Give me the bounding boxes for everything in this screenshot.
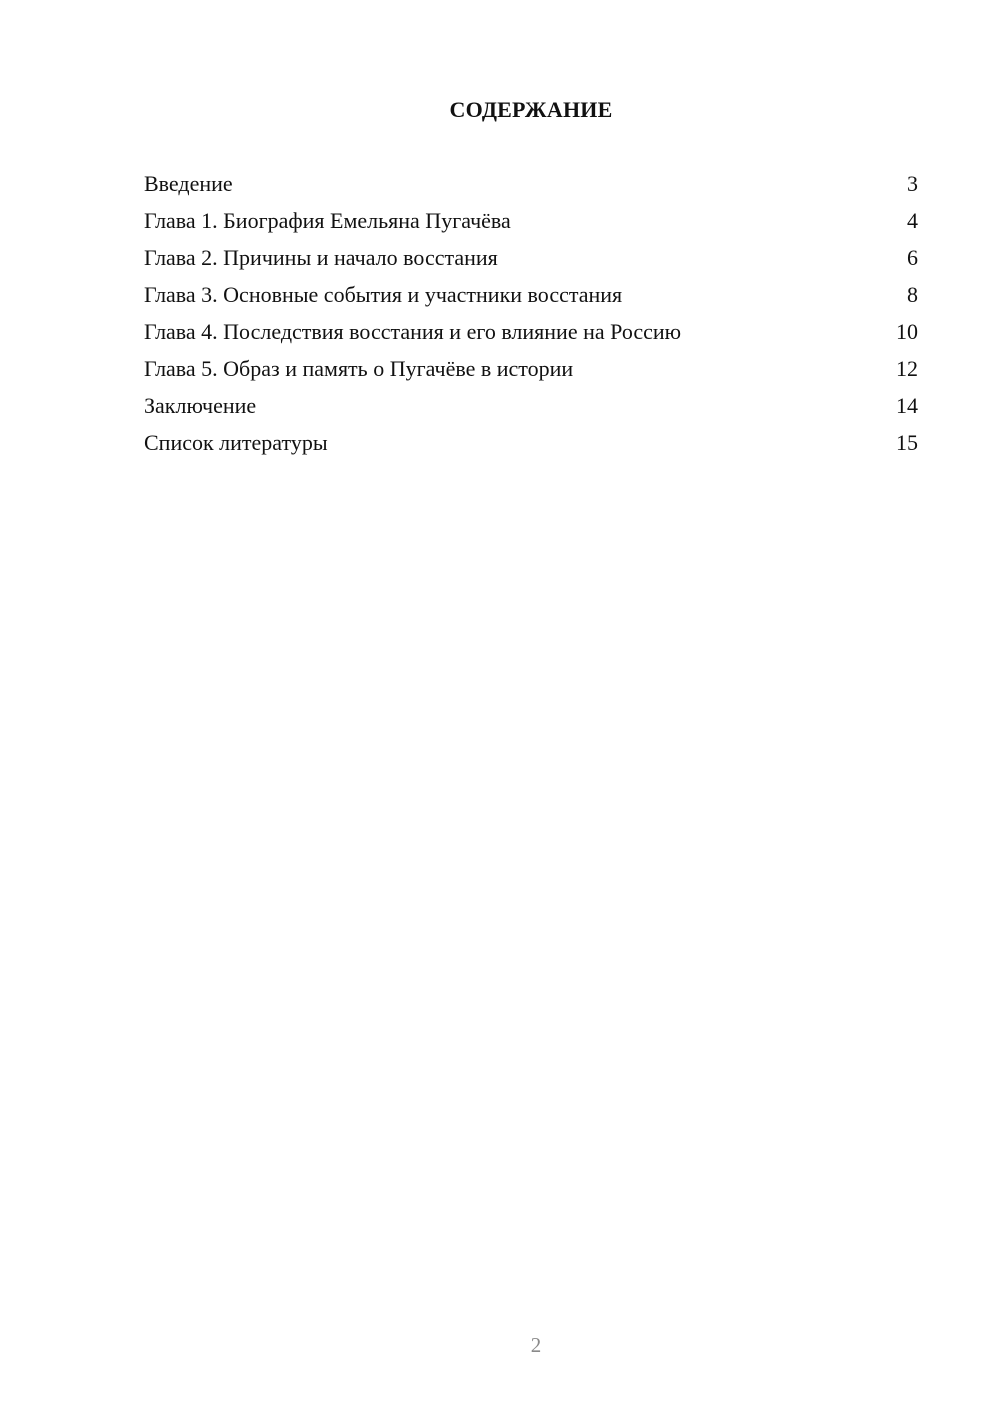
toc-entry-page: 12 [896, 356, 918, 381]
toc-entry-label: Глава 1. Биография Емельяна Пугачёва [144, 208, 511, 233]
toc-entry-chapter-2[interactable] [144, 242, 918, 279]
toc-entry-label: Список литературы [144, 430, 328, 455]
toc-entry-chapter-4[interactable] [144, 316, 918, 353]
toc-entry-page: 15 [896, 430, 918, 455]
toc-entry-bibliography[interactable] [144, 427, 918, 464]
toc-entry-page: 3 [907, 171, 918, 196]
toc-entry-page: 14 [896, 393, 918, 418]
toc-entry-introduction[interactable] [144, 168, 918, 205]
toc-entry-page: 10 [896, 319, 918, 344]
toc-entry-chapter-3[interactable] [144, 279, 918, 316]
table-of-contents [144, 168, 918, 464]
toc-entry-chapter-5[interactable] [144, 353, 918, 390]
toc-entry-page: 6 [907, 245, 918, 270]
toc-entry-chapter-1[interactable] [144, 205, 918, 242]
toc-entry-label: Заключение [144, 393, 257, 418]
toc-entry-label: Введение [144, 171, 233, 196]
page-number: 2 [530, 1333, 542, 1357]
toc-entry-label: Глава 4. Последствия восстания и его влияние на Россию [144, 319, 682, 344]
toc-entry-conclusion[interactable] [144, 390, 918, 427]
toc-entry-label: Глава 3. Основные события и участники восстания [144, 282, 623, 307]
toc-entry-page: 4 [907, 208, 918, 233]
toc-entry-label: Глава 2. Причины и начало восстания [144, 245, 498, 270]
toc-title: СОДЕРЖАНИЕ [449, 97, 613, 122]
toc-entry-label: Глава 5. Образ и память о Пугачёве в истории [144, 356, 574, 381]
toc-entry-page: 8 [907, 282, 918, 307]
